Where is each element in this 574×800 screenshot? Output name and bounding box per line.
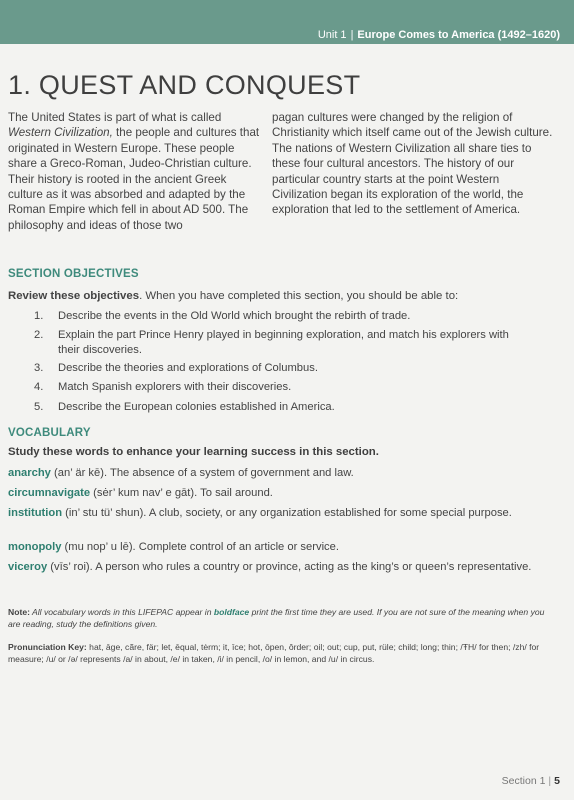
vocab-entry [8,560,553,575]
vocab-definition: A club, society, or any organization established for some special purpose. [146,507,512,519]
objectives-heading: SECTION OBJECTIVES [8,268,139,280]
vocab-entry [8,466,553,481]
vocab-entry [8,506,553,521]
note-label: Note: [8,607,30,617]
header-separator: | [350,29,354,41]
vocab-pronunciation: (sėr’ kum nav’ e gāt). [90,487,198,499]
unit-header-bar [0,0,574,44]
vocab-term: institution [8,507,63,519]
vocab-entry [8,486,553,501]
vocab-pronunciation: (an’ är kē). [50,467,108,479]
objective-number: 2. [34,329,44,341]
objective-text: Describe the European colonies established in America. [58,401,335,413]
vocabulary-note [8,606,556,630]
vocab-term: viceroy [8,561,48,573]
review-rest: . When you have completed this section, you should be able to: [139,290,459,302]
note-boldface-word: boldface [213,607,250,617]
objective-number: 4. [34,381,44,393]
unit-label: Unit 1 [317,29,347,41]
intro-right-column: pagan cultures were changed by the religion of Christianity which itself came out of the Jewish culture. The nations of Western Civilization all share ties to these four cultural ancestors. The history of our particular country starts at the point Western Civilization began its exploration of the world, the exploration that led to the settlement of America. [272,111,553,217]
objective-text: Match Spanish explorers with their discoveries. [58,381,292,393]
vocab-pronunciation: (in’ stu tü’ shun). [62,507,147,519]
vocabulary-heading: VOCABULARY [8,427,91,439]
vocab-pronunciation: (vīs’ roi). [47,561,93,573]
intro-italic-term: Western Civilization, [8,126,113,140]
vocabulary-instructions: Study these words to enhance your learning success in this section. [8,446,379,458]
note-text-2: print the first time they are used. If you are not sure of the meaning when you are reading, study the definitions given. [8,607,545,629]
intro-text-1: The United States is part of what is called [8,111,222,124]
objective-text: Describe the events in the Old World which brought the rebirth of trade. [58,310,411,322]
pronunciation-label: Pronunciation Key: [8,642,87,652]
intro-left-column [8,110,263,233]
vocab-definition: Complete control of an article or service. [135,541,339,553]
objective-text: Explain the part Prince Henry played in beginning exploration, and match his explorers with their discoveries. [58,329,509,356]
pronunciation-text: hat, āge, cãre, fär; let, ēqual, tėrm; it, īce; hot, ōpen, ôrder; oil; out; cup, put, rüle; child; long; thin; /ŦH/ for then; /zh/ for measure; /u/ or /ə/ represents /a/ in about, /e/ in taken, /i/ in pencil, /o/ in lemon, and /u/ in circus. [8,642,540,665]
vocab-definition: To sail around. [197,487,273,499]
intro-text-2: the people and cultures that originated in Western Europe. These people share a Greco-Roman, Judeo-Christian culture. Their history is rooted in the ancient Greek culture as it was absorbed and adapted by the Roman Empire which fell in about AD 500. The philosophy and ideas of those two [8,126,260,232]
unit-header [318,29,560,41]
objective-number: 1. [34,310,44,322]
unit-title: Europe Comes to America (1492–1620) [357,29,560,41]
objective-number: 5. [34,401,44,413]
vocab-term: circumnavigate [8,487,91,499]
vocab-definition: The absence of a system of government and law. [107,467,354,479]
footer-separator: | [548,775,552,787]
vocab-term: anarchy [8,467,51,479]
vocab-entry [8,540,553,555]
objective-number: 3. [34,362,44,374]
review-bold: Review these objectives [8,290,140,302]
page-footer [502,775,560,787]
page-number: 5 [554,775,560,787]
objectives-instructions [8,290,458,302]
section-title: 1. QUEST AND CONQUEST [8,70,361,100]
vocab-definition: A person who rules a country or province, acting as the king’s or queen’s representative. [92,561,532,573]
pronunciation-key [8,641,560,666]
vocab-term: monopoly [8,541,62,553]
footer-section: Section 1 [501,775,546,787]
objective-text: Describe the theories and explorations of Columbus. [58,362,318,374]
vocab-pronunciation: (mu nop’ u lē). [61,541,136,553]
note-text-1: All vocabulary words in this LIFEPAC appear in [29,607,214,617]
